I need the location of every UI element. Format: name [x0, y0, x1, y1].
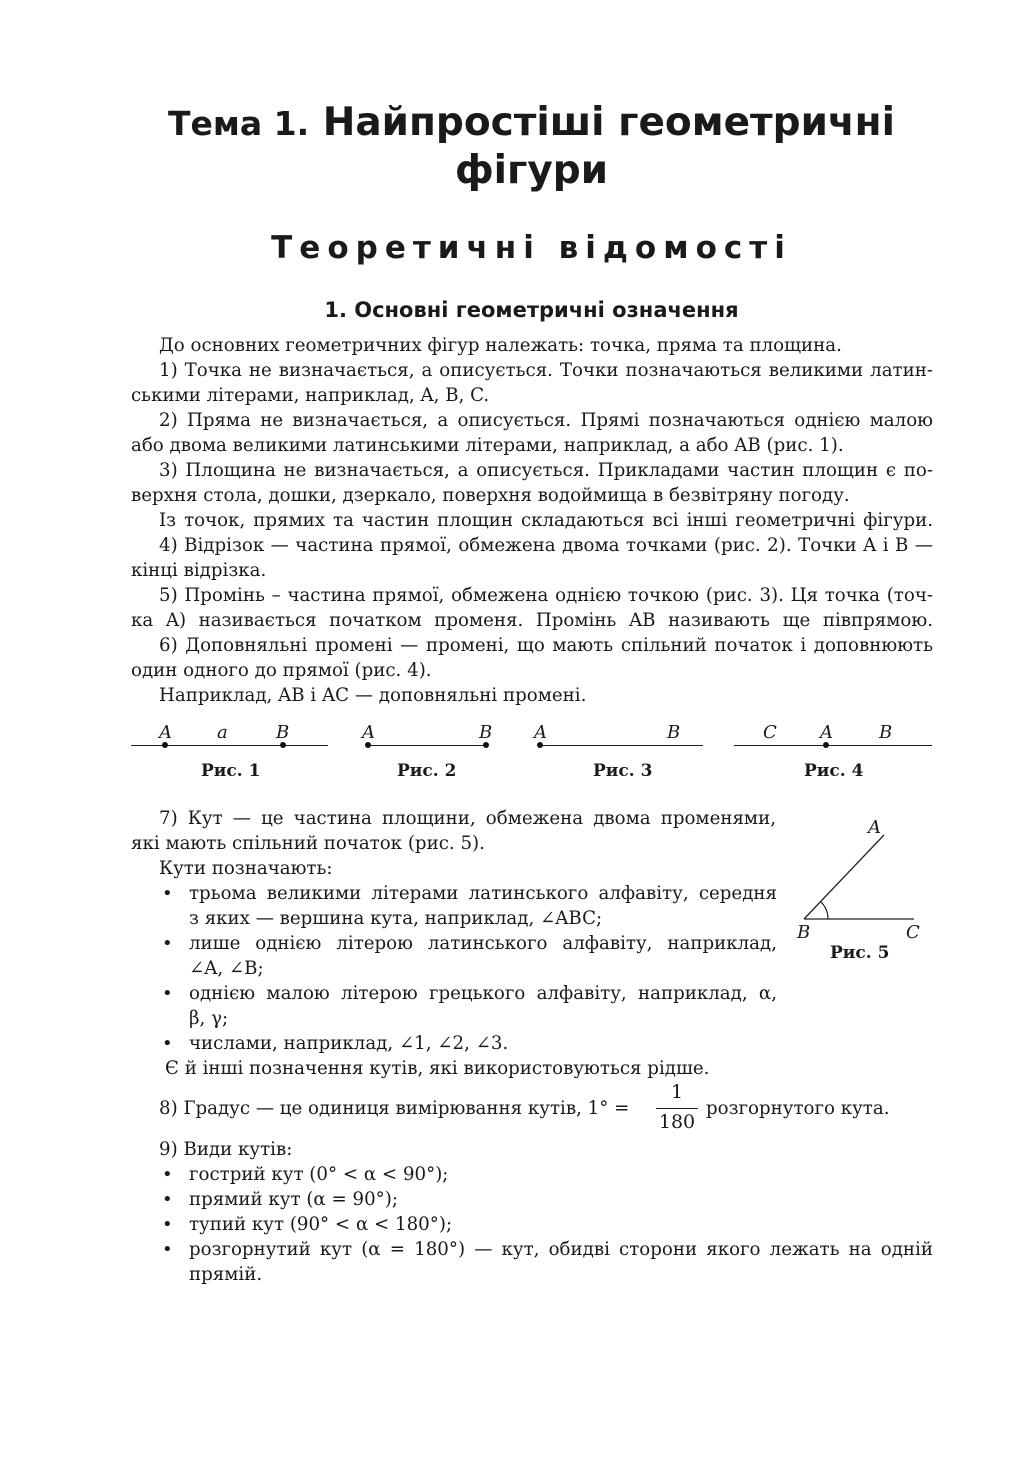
- label-a: A: [820, 722, 833, 743]
- degree-text-after: розгорнутого кута.: [706, 1098, 890, 1119]
- label-a: A: [868, 817, 881, 838]
- text-line: 9) Види кутів:: [159, 1139, 293, 1160]
- bullet-icon: •: [162, 1164, 173, 1185]
- list-item: лише однією літерою латинського алфавіту, наприклад,: [189, 933, 777, 954]
- bullet-icon: •: [162, 1214, 173, 1235]
- label-b: B: [276, 722, 290, 743]
- text-line: один одного до прямої (рис. 4).: [131, 660, 432, 681]
- label-c: C: [906, 922, 920, 943]
- text-line: 3) Площина не визначається, а описується. Прикладами частин площин є по-: [159, 460, 933, 481]
- figure-caption: Рис. 4: [804, 761, 864, 781]
- text-line: Кути позначають:: [159, 858, 333, 879]
- label-line-a: a: [217, 722, 228, 743]
- text-line: 2) Пряма не визначається, а описується. Прямі позначаються однією малою: [159, 410, 933, 431]
- list-item: тупий кут (90° < α < 180°);: [189, 1214, 453, 1235]
- label-b: B: [797, 922, 811, 943]
- figure-caption: Рис. 2: [397, 761, 457, 781]
- text-line: Із точок, прямих та частин площин складаються всі інші геометричні фігури.: [159, 510, 933, 531]
- section-subtitle: Теоретичні відомості: [271, 230, 792, 266]
- segment-ab: [368, 745, 486, 746]
- fraction: [656, 1081, 698, 1137]
- ray-ab: [540, 745, 703, 746]
- label-b: B: [879, 722, 893, 743]
- label-a: A: [159, 722, 172, 743]
- page-title: [0, 100, 1010, 147]
- line-a: [131, 745, 328, 746]
- text-line: ка A) називається початком променя. Промінь AB називають ще півпрямою.: [131, 610, 933, 631]
- page-title-line-2: фігури: [454, 148, 609, 193]
- figure-caption: Рис. 3: [593, 761, 653, 781]
- fraction-numerator: 1: [670, 1081, 684, 1103]
- bullet-icon: •: [162, 1239, 173, 1260]
- fraction-denominator: 180: [658, 1111, 696, 1133]
- label-b: B: [479, 722, 493, 743]
- title-prefix: Тема 1.: [168, 104, 310, 143]
- line-cb: [734, 745, 932, 746]
- list-item: прямій.: [189, 1264, 263, 1285]
- text-line: 7) Кут — це частина площини, обмежена двома променями,: [159, 808, 776, 829]
- text-line: 1) Точка не визначається, а описується. Точки позначаються великими латин-: [159, 360, 933, 381]
- text-line: 4) Відрізок — частина прямої, обмежена двома точками (рис. 2). Точки A і B —: [159, 535, 933, 556]
- figure-caption: Рис. 1: [201, 761, 261, 781]
- list-item: гострий кут (0° < α < 90°);: [189, 1164, 449, 1185]
- text-line: ськими літерами, наприклад, A, B, C.: [131, 385, 490, 406]
- list-item: ∠A, ∠B;: [189, 958, 264, 979]
- label-c: C: [763, 722, 777, 743]
- text-line: верхня стола, дошки, дзеркало, поверхня водоймища в безвітряну погоду.: [131, 485, 850, 506]
- bullet-icon: •: [162, 1033, 173, 1054]
- label-b: B: [667, 722, 681, 743]
- text-line: або двома великими латинськими літерами, наприклад, a або AB (рис. 1).: [131, 435, 844, 456]
- angle-abc-diagram: [790, 815, 930, 925]
- label-a: A: [362, 722, 375, 743]
- text-line: Наприклад, AB і AC — доповняльні промені.: [159, 685, 587, 706]
- list-item: з яких — вершина кута, наприклад, ∠ABC;: [189, 908, 603, 929]
- bullet-icon: •: [162, 933, 173, 954]
- text-line: 5) Промінь – частина прямої, обмежена однією точкою (рис. 3). Ця точка (точ-: [159, 585, 933, 606]
- list-item: β, γ;: [189, 1008, 229, 1029]
- degree-text: 8) Градус — це одиниця вимірювання кутів, 1° =: [159, 1098, 630, 1119]
- list-item: розгорнутий кут (α = 180°) — кут, обидві сторони якого лежать на одній: [189, 1239, 933, 1260]
- fraction-bar: [656, 1108, 698, 1109]
- figure-caption: Рис. 5: [830, 943, 890, 963]
- list-item: однією малою літерою грецького алфавіту, наприклад, α,: [189, 983, 777, 1004]
- list-item: прямий кут (α = 90°);: [189, 1189, 398, 1210]
- label-a: A: [534, 722, 547, 743]
- text-line: які мають спільний початок (рис. 5).: [131, 833, 485, 854]
- bullet-icon: •: [162, 1189, 173, 1210]
- list-item: трьома великими літерами латинського алфавіту, середня: [189, 883, 777, 904]
- section-heading: 1. Основні геометричні означення: [324, 298, 739, 322]
- text-line: Є й інші позначення кутів, які використовуються рідше.: [165, 1058, 710, 1079]
- list-item: числами, наприклад, ∠1, ∠2, ∠3.: [189, 1033, 509, 1054]
- text-line: 6) Доповняльні промені — промені, що мають спільний початок і доповнюють: [159, 635, 933, 656]
- bullet-icon: •: [162, 883, 173, 904]
- bullet-icon: •: [162, 983, 173, 1004]
- text-line: кінці відрізка.: [131, 560, 267, 581]
- title-line-1: Найпростіші геометричні: [322, 100, 895, 145]
- text-line: До основних геометричних фігур належать: точка, пряма та площина.: [159, 335, 842, 356]
